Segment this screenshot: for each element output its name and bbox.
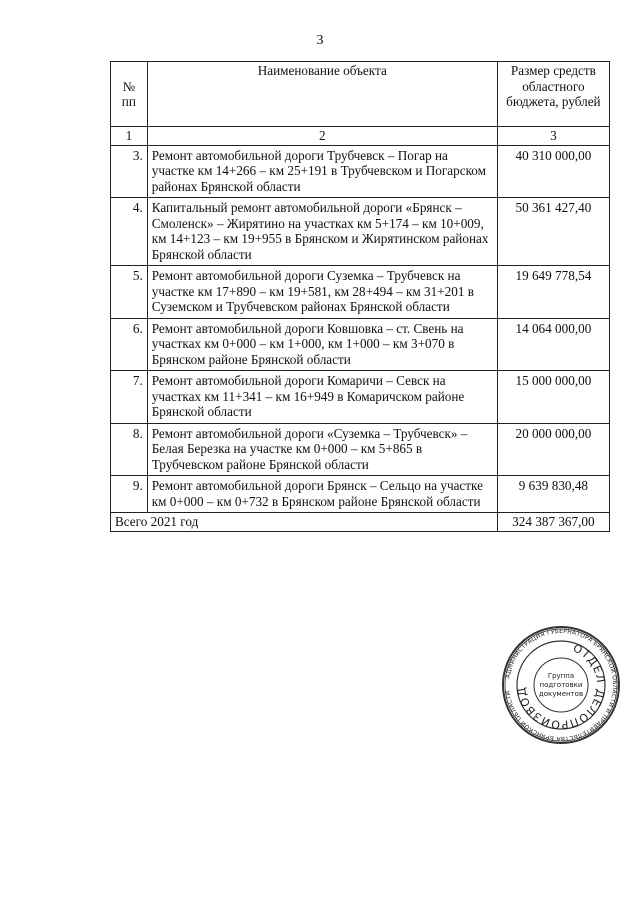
object-name: Капитальный ремонт автомобильной дороги «Брянск – Смоленск» – Жирятино на участках км 5+174 – км 10+009, км 14+123 – км 19+955 в Брянском и Жирятинском районах Брянской области: [147, 198, 497, 266]
header-name-label: Наименование объекта: [257, 63, 387, 78]
object-name: Ремонт автомобильной дороги Комаричи – Севск на участках км 11+341 – км 16+949 в Комаричском районе Брянской области: [147, 371, 497, 424]
svg-text:ОТДЕЛ ДЕЛОПРОИЗВОДСТВА: ОТДЕЛ ДЕЛОПРОИЗВОД: [514, 641, 608, 732]
svg-text:Группа: Группа: [547, 672, 575, 680]
row-number: 8.: [111, 423, 148, 476]
header-num: [111, 62, 148, 127]
table-row: [111, 318, 610, 371]
budget-amount: 20 000 000,00: [497, 423, 609, 476]
row-number: 3.: [111, 145, 148, 198]
header-name: [147, 62, 497, 127]
row-number: 6.: [111, 318, 148, 371]
budget-amount: 50 361 427,40: [497, 198, 609, 266]
budget-amount: 14 064 000,00: [497, 318, 609, 371]
row-number: 7.: [111, 371, 148, 424]
svg-text:документов: документов: [538, 690, 584, 698]
total-label: Всего 2021 год: [111, 513, 498, 532]
budget-amount: 40 310 000,00: [497, 145, 609, 198]
object-name: Ремонт автомобильной дороги «Суземка – Трубчевск» – Белая Березка на участке км 0+000 – км 5+865 в Трубчевском районе Брянской области: [147, 423, 497, 476]
row-number: 4.: [111, 198, 148, 266]
total-sum: 324 387 367,00: [497, 513, 609, 532]
budget-amount: 9 639 830,48: [497, 476, 609, 513]
object-name: Ремонт автомобильной дороги Трубчевск – Погар на участке км 14+266 – км 25+191 в Трубчевском и Погарском районах Брянской области: [147, 145, 497, 198]
table-row: [111, 198, 610, 266]
object-name: Ремонт автомобильной дороги Ковшовка – ст. Свень на участках км 0+000 – км 1+000, км 1+000 – км 3+070 в Брянском районе Брянской области: [147, 318, 497, 371]
table-header-row: [111, 62, 610, 127]
object-name: Ремонт автомобильной дороги Брянск – Сельцо на участке км 0+000 – км 0+732 в Брянском районе Брянской области: [147, 476, 497, 513]
header-num-label: № пп: [121, 78, 136, 109]
header-sum-label: Размер средств областного бюджета, рублей: [506, 63, 601, 109]
index-cell: 3: [497, 127, 609, 146]
table-row: [111, 145, 610, 198]
table-row: [111, 266, 610, 319]
budget-amount: 19 649 778,54: [497, 266, 609, 319]
round-seal: [501, 625, 621, 745]
table-row: [111, 371, 610, 424]
page-number: 3: [316, 33, 324, 48]
seal-graphic: [501, 625, 621, 745]
header-sum: [497, 62, 609, 127]
index-row: [111, 127, 610, 146]
svg-text:подготовки: подготовки: [539, 681, 583, 689]
budget-amount: 15 000 000,00: [497, 371, 609, 424]
table-row: [111, 423, 610, 476]
svg-text:АДМИНИСТРАЦИЯ ГУБЕРНАТОРА БРЯН: АДМИНИСТРАЦИЯ ГУБЕРНАТОРА БРЯНСКОЙ ОБЛАСТИ И ПРАВИТЕЛЬСТВА БРЯНСКОЙ ОБЛАСТИ: [504, 627, 619, 743]
index-cell: 2: [147, 127, 497, 146]
budget-table: [110, 61, 610, 532]
object-name: Ремонт автомобильной дороги Суземка – Трубчевск на участке км 17+890 – км 19+581, км 28+494 – км 31+201 в Суземском и Трубчевском районах Брянской области: [147, 266, 497, 319]
total-row: [111, 513, 610, 532]
row-number: 5.: [111, 266, 148, 319]
index-cell: 1: [111, 127, 148, 146]
row-number: 9.: [111, 476, 148, 513]
table-row: [111, 476, 610, 513]
